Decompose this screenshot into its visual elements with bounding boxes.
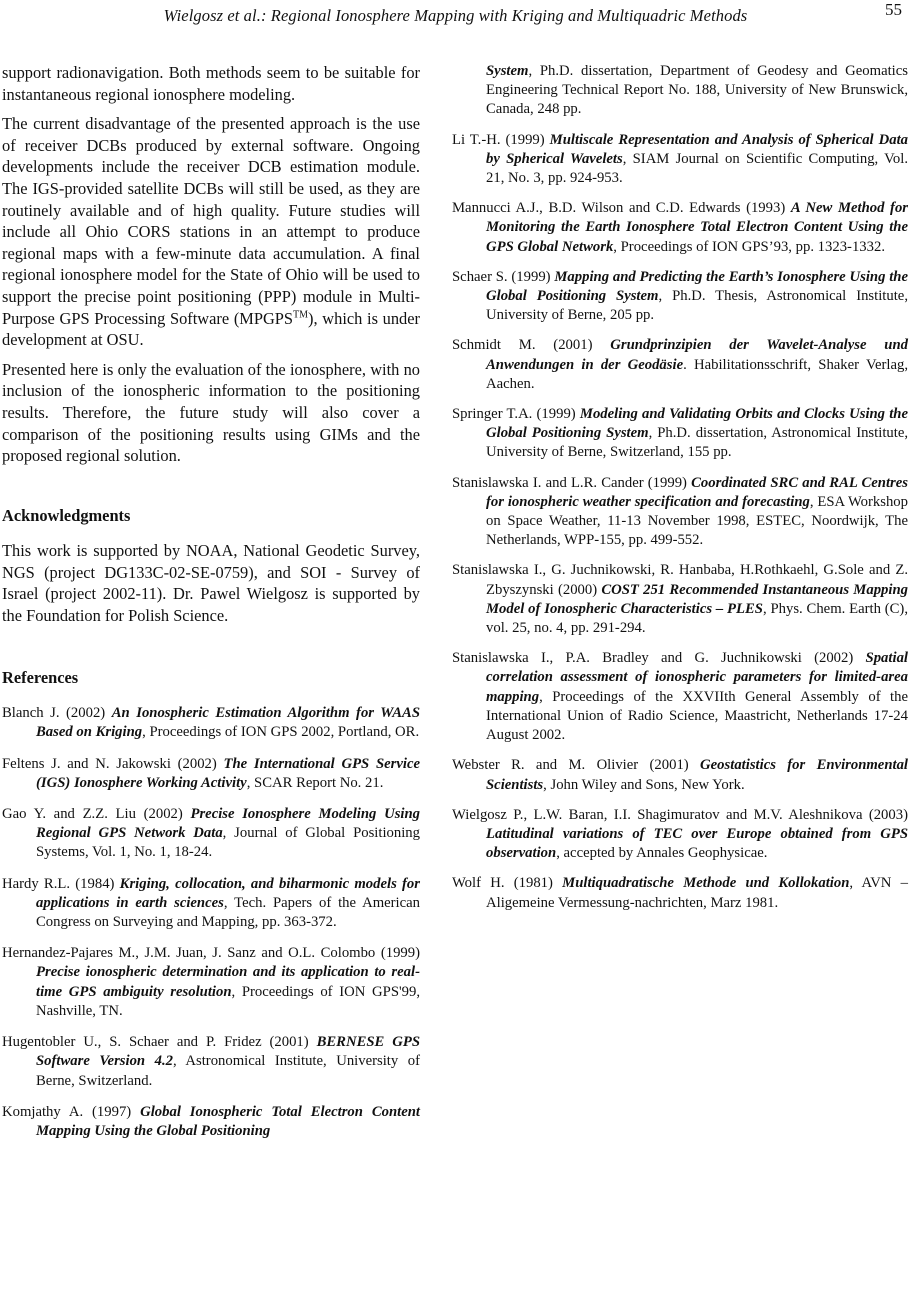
reference-entry — [452, 336, 908, 394]
acknowledgments-text: This work is supported by NOAA, National Geodetic Survey, NGS (project DG133C-02-SE-0759), and SOI - Survey of Israel (project 2002-11). Dr. Pawel Wielgosz is supported by the Foundation for Polish Science. — [2, 541, 420, 626]
reference-details: , SIAM Journal on Scientific Computing, Vol. 21, No. 3, pp. 924-953. — [486, 150, 908, 187]
reference-authors: Schaer S. (1999) — [452, 268, 555, 285]
reference-entry — [2, 875, 420, 933]
reference-authors: Webster R. and M. Olivier (2001) — [452, 757, 701, 774]
reference-entry — [452, 474, 908, 551]
acknowledgments-heading: Acknowledgments — [2, 505, 131, 525]
reference-title: A New Method for Monitoring the Earth Ionosphere Total Electron Content Using the GPS Global Network — [486, 200, 908, 255]
running-head: Wielgosz et al.: Regional Ionosphere Mapping with Kriging and Multiquadric Methods — [163, 6, 748, 25]
reference-title: Kriging, collocation, and biharmonic models for applications in earth sciences — [36, 875, 420, 911]
reference-details: , Ph.D. Thesis, Astronomical Institute, University of Berne, 205 pp. — [486, 288, 909, 324]
reference-entry — [452, 268, 908, 326]
body-paragraph — [2, 113, 420, 351]
references-heading: References — [2, 667, 79, 687]
reference-authors: Schmidt M. (2001) — [452, 337, 611, 354]
body-paragraph: support radionavigation. Both methods seem to be suitable for instantaneous regional ionosphere modeling. — [2, 63, 420, 104]
reference-authors: Gao Y. and Z.Z. Liu (2002) — [2, 806, 191, 823]
reference-title: Coordinated SRC and RAL Centres for ionospheric weather specification and forecasting — [486, 474, 909, 510]
page-number: 55 — [885, 0, 902, 19]
reference-details: , Proceedings of ION GPS’93, pp. 1323-1332. — [613, 238, 885, 255]
reference-details: , Phys. Chem. Earth (C), vol. 25, no. 4, pp. 291-294. — [486, 600, 908, 637]
reference-entry — [452, 199, 908, 257]
reference-entry — [452, 806, 908, 864]
reference-title: Grundprinzipien der Wavelet-Analyse und Anwendungen in der Geodäsie — [486, 337, 908, 373]
paragraph-text: The current disadvantage of the presented approach is the use of receiver DCBs produced by external software. Ongoing developments include the receiver DCB estimation module. The IGS-provided satellite DCBs will still be used, as they are routinely available and of high quality. Future studies will include all Ohio CORS stations in an attempt to produce regional maps with a few-minute data accumulation. A final regional ionosphere model for the State of Ohio will be used to support the precise point positioning (PPP) module in Multi-Purpose GPS Processing Software (MPGPS — [2, 114, 420, 328]
reference-details: , Astronomical Institute, University of Berne, Switzerland. — [36, 1053, 420, 1089]
reference-title: Mapping and Predicting the Earth’s Ionosphere Using the Global Positioning System — [486, 268, 908, 305]
paragraph-text: ), which is under development at OSU. — [2, 308, 420, 350]
reference-details: . Habilitationsschrift, Shaker Verlag, Aachen. — [486, 356, 909, 392]
reference-entry — [2, 944, 420, 1021]
reference-entry — [452, 405, 908, 463]
reference-title: Multiquadratische Methode und Kollokation — [562, 875, 850, 892]
reference-details: , Journal of Global Positioning Systems, Vol. 1, No. 1, 18-24. — [36, 825, 420, 861]
reference-title: System — [486, 63, 529, 79]
reference-details: , John Wiley and Sons, New York. — [543, 776, 745, 793]
references-list-left — [2, 704, 420, 1141]
reference-title: Multiscale Representation and Analysis of Spherical Data by Spherical Wavelets — [486, 131, 908, 167]
page-header — [0, 0, 911, 30]
reference-entry — [452, 649, 908, 745]
reference-entry — [2, 805, 420, 863]
reference-details: , Proceedings of the XXVIIth General Assembly of the International Union of Radio Science, Maastricht, Netherlands 17-24 August 2002. — [486, 688, 908, 744]
reference-entry — [452, 874, 908, 912]
reference-authors: Komjathy A. (1997) — [2, 1103, 141, 1120]
body-paragraph: Presented here is only the evaluation of the ionosphere, with no inclusion of the ionospheric information to the positioning results. Therefore, the future study will also cover a comparison of the positioning results using GIMs and the proposed regional solution. — [2, 359, 420, 466]
reference-entry — [452, 62, 908, 120]
reference-title: The International GPS Service (IGS) Ionosphere Working Activity — [36, 755, 420, 791]
reference-details: , Tech. Papers of the American Congress on Surveying and Mapping, pp. 363-372. — [36, 894, 420, 931]
reference-entry — [452, 756, 908, 794]
reference-title: Modeling and Validating Orbits and Clocks Using the Global Positioning System — [486, 406, 908, 442]
reference-details: , SCAR Report No. 21. — [246, 774, 384, 791]
reference-details: , Proceedings of ION GPS'99, Nashville, TN. — [36, 983, 420, 1019]
reference-title: COST 251 Recommended Instantaneous Mapping Model of Ionospheric Characteristics – PLES — [486, 581, 908, 617]
reference-authors: Hardy R.L. (1984) — [2, 875, 120, 892]
reference-authors: Stanislawska I., P.A. Bradley and G. Juchnikowski (2002) — [452, 650, 866, 667]
reference-authors: Mannucci A.J., B.D. Wilson and C.D. Edwards (1993) — [452, 200, 791, 217]
reference-details: , Ph.D. dissertation, Department of Geodesy and Geomatics Engineering Technical Report No. 188, University of New Brunswick, Canada, 248 pp. — [486, 63, 908, 118]
reference-entry — [2, 704, 420, 742]
reference-title: Global Ionospheric Total Electron Content Mapping Using the Global Positioning — [36, 1103, 420, 1139]
reference-authors: Hernandez-Pajares M., J.M. Juan, J. Sanz and O.L. Colombo (1999) — [2, 945, 420, 962]
reference-title: Geostatistics for Environmental Scientists — [486, 757, 908, 793]
reference-authors: Feltens J. and N. Jakowski (2002) — [2, 755, 224, 772]
reference-authors: Wielgosz P., L.W. Baran, I.I. Shagimuratov and M.V. Aleshnikova (2003) — [452, 806, 908, 823]
reference-authors: Stanislawska I. and L.R. Cander (1999) — [452, 474, 692, 491]
reference-authors: Wolf H. (1981) — [452, 875, 563, 892]
reference-title: Latitudinal variations of TEC over Europe obtained from GPS observation — [486, 825, 908, 862]
reference-details: , Ph.D. dissertation, Astronomical Institute, University of Berne, Switzerland, 155 pp. — [486, 425, 909, 461]
reference-authors: Li T.-H. (1999) — [452, 131, 550, 148]
reference-title: Precise ionospheric determination and its application to real-time GPS ambiguity resolution — [36, 964, 420, 1000]
reference-title: An Ionospheric Estimation Algorithm for WAAS Based on Kriging — [36, 705, 420, 741]
reference-details: , accepted by Annales Geophysicae. — [556, 845, 768, 862]
reference-entry — [2, 1103, 420, 1141]
reference-title: Precise Ionosphere Modeling Using Regional GPS Network Data — [36, 806, 420, 842]
references-list-right — [452, 62, 908, 913]
reference-authors: Blanch J. (2002) — [2, 705, 112, 722]
reference-details: , Proceedings of ION GPS 2002, Portland, OR. — [142, 724, 420, 741]
reference-details: , ESA Workshop on Space Weather, 11-13 November 1998, ESTEC, Noordwijk, The Netherlands, WPP-155, pp. 499-552. — [486, 493, 908, 549]
reference-authors: Springer T.A. (1999) — [452, 406, 580, 423]
reference-entry — [2, 1033, 420, 1091]
reference-entry — [2, 755, 420, 793]
reference-title: BERNESE GPS Software Version 4.2 — [36, 1034, 420, 1070]
reference-entry — [452, 561, 908, 638]
reference-title: Spatial correlation assessment of ionospheric parameters for limited-area mapping — [486, 650, 908, 705]
trademark: TM — [293, 309, 309, 321]
reference-authors: Stanislawska I., G. Juchnikowski, R. Hanbaba, H.Rothkaehl, G.Sole and Z. Zbyszynski (2000) — [452, 562, 908, 598]
left-column — [2, 62, 420, 1153]
right-column — [452, 62, 908, 924]
reference-details: , AVN – Aligemeine Vermessung-nachrichten, Marz 1981. — [486, 875, 908, 911]
reference-authors: Hugentobler U., S. Schaer and P. Fridez (2001) — [2, 1034, 317, 1051]
reference-entry — [452, 131, 908, 189]
